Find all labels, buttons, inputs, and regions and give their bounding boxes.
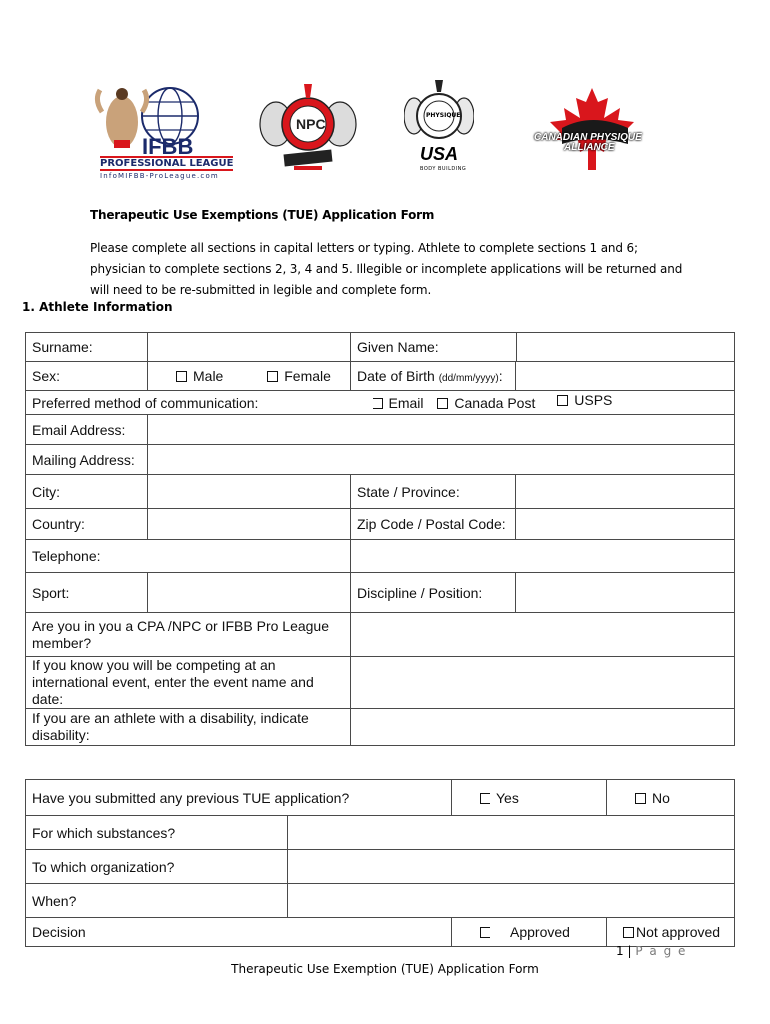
when-label: When?: [26, 884, 288, 918]
dob-label: [351, 362, 516, 391]
form-instructions: Please complete all sections in capital letters or typing. Athlete to complete sections 1 and 6; physician to complete sections 2, 3, 4 and 5. Illegible or incomplete applications will be returned and will need to be re-submitted in legible and complete form.: [90, 241, 683, 297]
city-label: City:: [26, 475, 148, 509]
table-row: [26, 918, 735, 947]
table-row: [26, 573, 735, 613]
sport-field[interactable]: [148, 573, 351, 613]
given-name-label: Given Name:: [357, 339, 439, 355]
cpa-line1: CANADIAN PHYSIQUE: [534, 132, 642, 143]
when-field[interactable]: [288, 884, 735, 918]
section-1-heading: 1. Athlete Information: [22, 300, 173, 314]
country-label: Country:: [26, 509, 148, 540]
cpa-line2: ALLIANCE: [564, 142, 615, 153]
female-checkbox[interactable]: [267, 368, 331, 384]
page-separator: |: [627, 944, 632, 958]
table-row: [26, 445, 735, 475]
canada-post-label: Canada Post: [454, 394, 536, 411]
discipline-label: Discipline / Position:: [351, 573, 516, 613]
athlete-info-table: [25, 332, 735, 746]
canada-post-checkbox[interactable]: [437, 395, 535, 411]
table-row: [26, 509, 735, 540]
dob-format: (dd/mm/yyyy): [438, 373, 499, 384]
email-checkbox[interactable]: [373, 395, 424, 411]
male-label: Male: [193, 368, 224, 384]
table-row: [26, 415, 735, 445]
table-row: [26, 540, 735, 573]
state-province-field[interactable]: [516, 475, 735, 509]
given-name-field[interactable]: [351, 333, 735, 362]
physique-top: PHYSIQUE: [426, 112, 461, 119]
dob-label-text: Date of Birth: [357, 368, 435, 384]
no-label: No: [652, 789, 670, 806]
member-question: Are you in you a CPA /NPC or IFBB Pro League member?: [26, 613, 351, 657]
email-address-field[interactable]: [148, 415, 735, 445]
yes-option[interactable]: [452, 780, 607, 816]
approved-option[interactable]: [452, 918, 607, 947]
dob-colon: :: [498, 368, 503, 384]
table-row: [26, 884, 735, 918]
zip-field[interactable]: [516, 509, 735, 540]
usps-label: USPS: [574, 391, 613, 408]
physique-usa-logo: [404, 76, 474, 176]
logo-strip: [0, 76, 770, 186]
country-field[interactable]: [148, 509, 351, 540]
ifbb-name: IFBB: [142, 134, 194, 159]
pref-comm-options: [351, 391, 735, 415]
page-number-value: 1: [616, 944, 624, 958]
table-row: [26, 333, 735, 362]
table-row: [26, 362, 735, 391]
member-answer-field[interactable]: [351, 613, 735, 657]
page-word: P a g e: [635, 944, 687, 958]
no-option[interactable]: [607, 780, 735, 816]
email-address-label: Email Address:: [26, 415, 148, 445]
table-row: [26, 780, 735, 816]
telephone-label: Telephone:: [26, 540, 351, 573]
not-approved-option[interactable]: [607, 918, 735, 947]
previous-tue-table: [25, 779, 735, 947]
email-opt-label: Email: [388, 394, 424, 411]
disability-question: If you are an athlete with a disability, indicate disability:: [26, 709, 351, 746]
footer-title: Therapeutic Use Exemption (TUE) Application Form: [231, 962, 539, 976]
table-row: [26, 816, 735, 850]
surname-label: Surname:: [26, 333, 148, 362]
state-province-label: State / Province:: [351, 475, 516, 509]
sport-label: Sport:: [26, 573, 148, 613]
yes-label: Yes: [496, 789, 519, 806]
female-label: Female: [284, 368, 331, 384]
ifbb-url: InfoMIFBB-ProLeague.com: [100, 172, 219, 180]
zip-label: Zip Code / Postal Code:: [351, 509, 516, 540]
approved-label: Approved: [510, 924, 570, 940]
previous-tue-question: Have you submitted any previous TUE application?: [26, 780, 452, 816]
substances-field[interactable]: [288, 816, 735, 850]
substances-label: For which substances?: [26, 816, 288, 850]
not-approved-label: Not approved: [636, 924, 721, 940]
table-row: [26, 709, 735, 746]
ifbb-logo: [92, 84, 234, 184]
ifbb-line: PROFESSIONAL LEAGUE: [100, 158, 234, 169]
usps-checkbox[interactable]: [557, 392, 612, 408]
pref-comm-label: Preferred method of communication:: [26, 391, 351, 415]
telephone-field[interactable]: [351, 540, 735, 573]
table-row: [26, 850, 735, 884]
discipline-field[interactable]: [516, 573, 735, 613]
physique-bottom: BODY BUILDING: [420, 166, 467, 172]
table-row: [26, 657, 735, 709]
surname-field[interactable]: [148, 333, 351, 362]
npc-name: NPC: [296, 116, 326, 132]
city-field[interactable]: [148, 475, 351, 509]
organization-label: To which organization?: [26, 850, 288, 884]
npc-logo: [258, 80, 358, 180]
page-number: [616, 944, 687, 958]
sex-options: [148, 362, 351, 391]
mailing-address-field[interactable]: [148, 445, 735, 475]
mailing-address-label: Mailing Address:: [26, 445, 148, 475]
sex-label: Sex:: [26, 362, 148, 391]
table-row: [26, 475, 735, 509]
disability-answer-field[interactable]: [351, 709, 735, 746]
physique-name: USA: [420, 144, 459, 164]
event-question: If you know you will be competing at an international event, enter the event name and date:: [26, 657, 351, 709]
form-title: Therapeutic Use Exemptions (TUE) Application Form: [90, 208, 435, 222]
dob-field[interactable]: [516, 362, 735, 391]
event-answer-field[interactable]: [351, 657, 735, 709]
cpa-logo: [532, 86, 652, 176]
male-checkbox[interactable]: [176, 368, 223, 384]
organization-field[interactable]: [288, 850, 735, 884]
given-name-input[interactable]: [516, 333, 734, 361]
table-row: [26, 613, 735, 657]
decision-label: Decision: [26, 918, 452, 947]
table-row: [26, 391, 735, 415]
